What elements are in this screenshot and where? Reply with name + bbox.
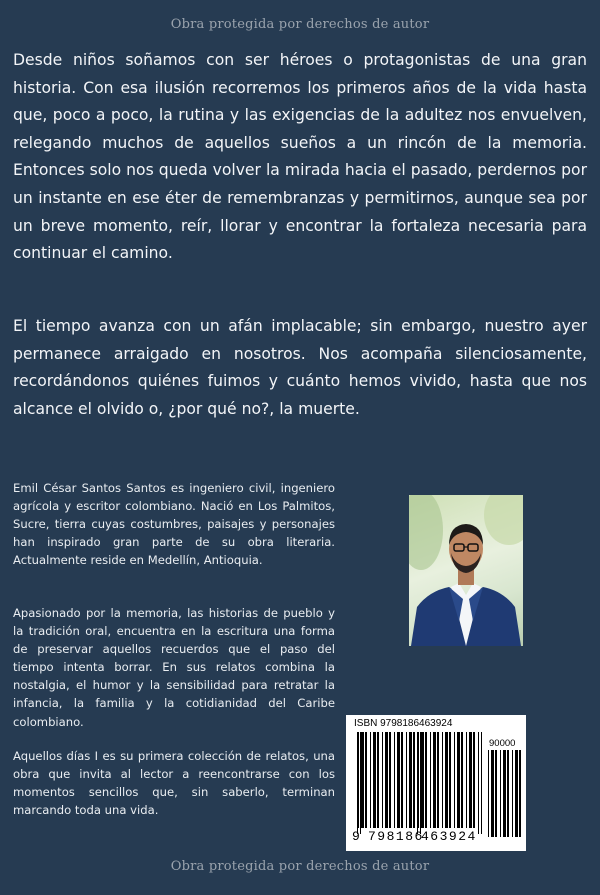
author-photo bbox=[409, 495, 523, 646]
isbn-right-group: 463924 bbox=[421, 829, 477, 844]
copyright-watermark-top: Obra protegida por derechos de autor bbox=[170, 17, 430, 32]
price-code: 90000 bbox=[489, 738, 516, 749]
back-cover-blurb-paragraph-1: Desde niños soñamos con ser héroes o protagonistas de una gran historia. Con esa ilusión recorremos los primeros años de la vida hasta que, poco a poco, la rutina y las exigencias de la adultez nos envuelven, relegando muchos de aquellos sueños a un rincón de la memoria. Entonces solo nos queda volver la mirada hacia el pasado, perdernos por un instante en ese éter de remembranzas y permitirnos, aunque sea por un breve momento, reír, llorar y encontrar la fortaleza necesaria para continuar el camino. bbox=[13, 51, 587, 263]
author-bio-paragraph-2: Apasionado por la memoria, las historias de pueblo y la tradición oral, encuentra en la escritura una forma de preservar aquellos recuerdos que el paso del tiempo intenta borrar. En sus relatos combina la nostalgia, el humor y la sensibilidad para retratar la infancia, la familia y la cotidianidad del Caribe colombiano. bbox=[13, 606, 335, 729]
author-portrait-illustration bbox=[409, 495, 523, 646]
author-bio-paragraph-3: Aquellos días I es su primera colección de relatos, una obra que invita al lector a reencontrarse con los momentos sencillos que, sin saberlo, terminan marcando toda una vida. bbox=[13, 749, 335, 818]
isbn-left-group: 798186 bbox=[368, 829, 424, 844]
back-cover-blurb-paragraph-2: El tiempo avanza con un afán implacable; sin embargo, nuestro ayer permanece arraigado en nosotros. Nos acompaña silenciosamente, recordándonos quiénes fuimos y cuánto hemos vivido, hasta que nos alcance el olvido o, ¿por qué no?, la muerte. bbox=[13, 317, 587, 418]
isbn-first-digit: 9 bbox=[352, 829, 360, 844]
copyright-watermark-bottom: Obra protegida por derechos de autor bbox=[170, 859, 430, 874]
isbn-barcode bbox=[346, 715, 526, 851]
author-bio-paragraph-1: Emil César Santos Santos es ingeniero civil, ingeniero agrícola y escritor colombiano. Nació en Los Palmitos, Sucre, tierra cuyas costumbres, paisajes y personajes han inspirado gran parte de su obra literaria. Actualmente reside en Medellín, Antioquia. bbox=[13, 481, 335, 568]
isbn-label: ISBN 9798186463924 bbox=[354, 718, 453, 729]
